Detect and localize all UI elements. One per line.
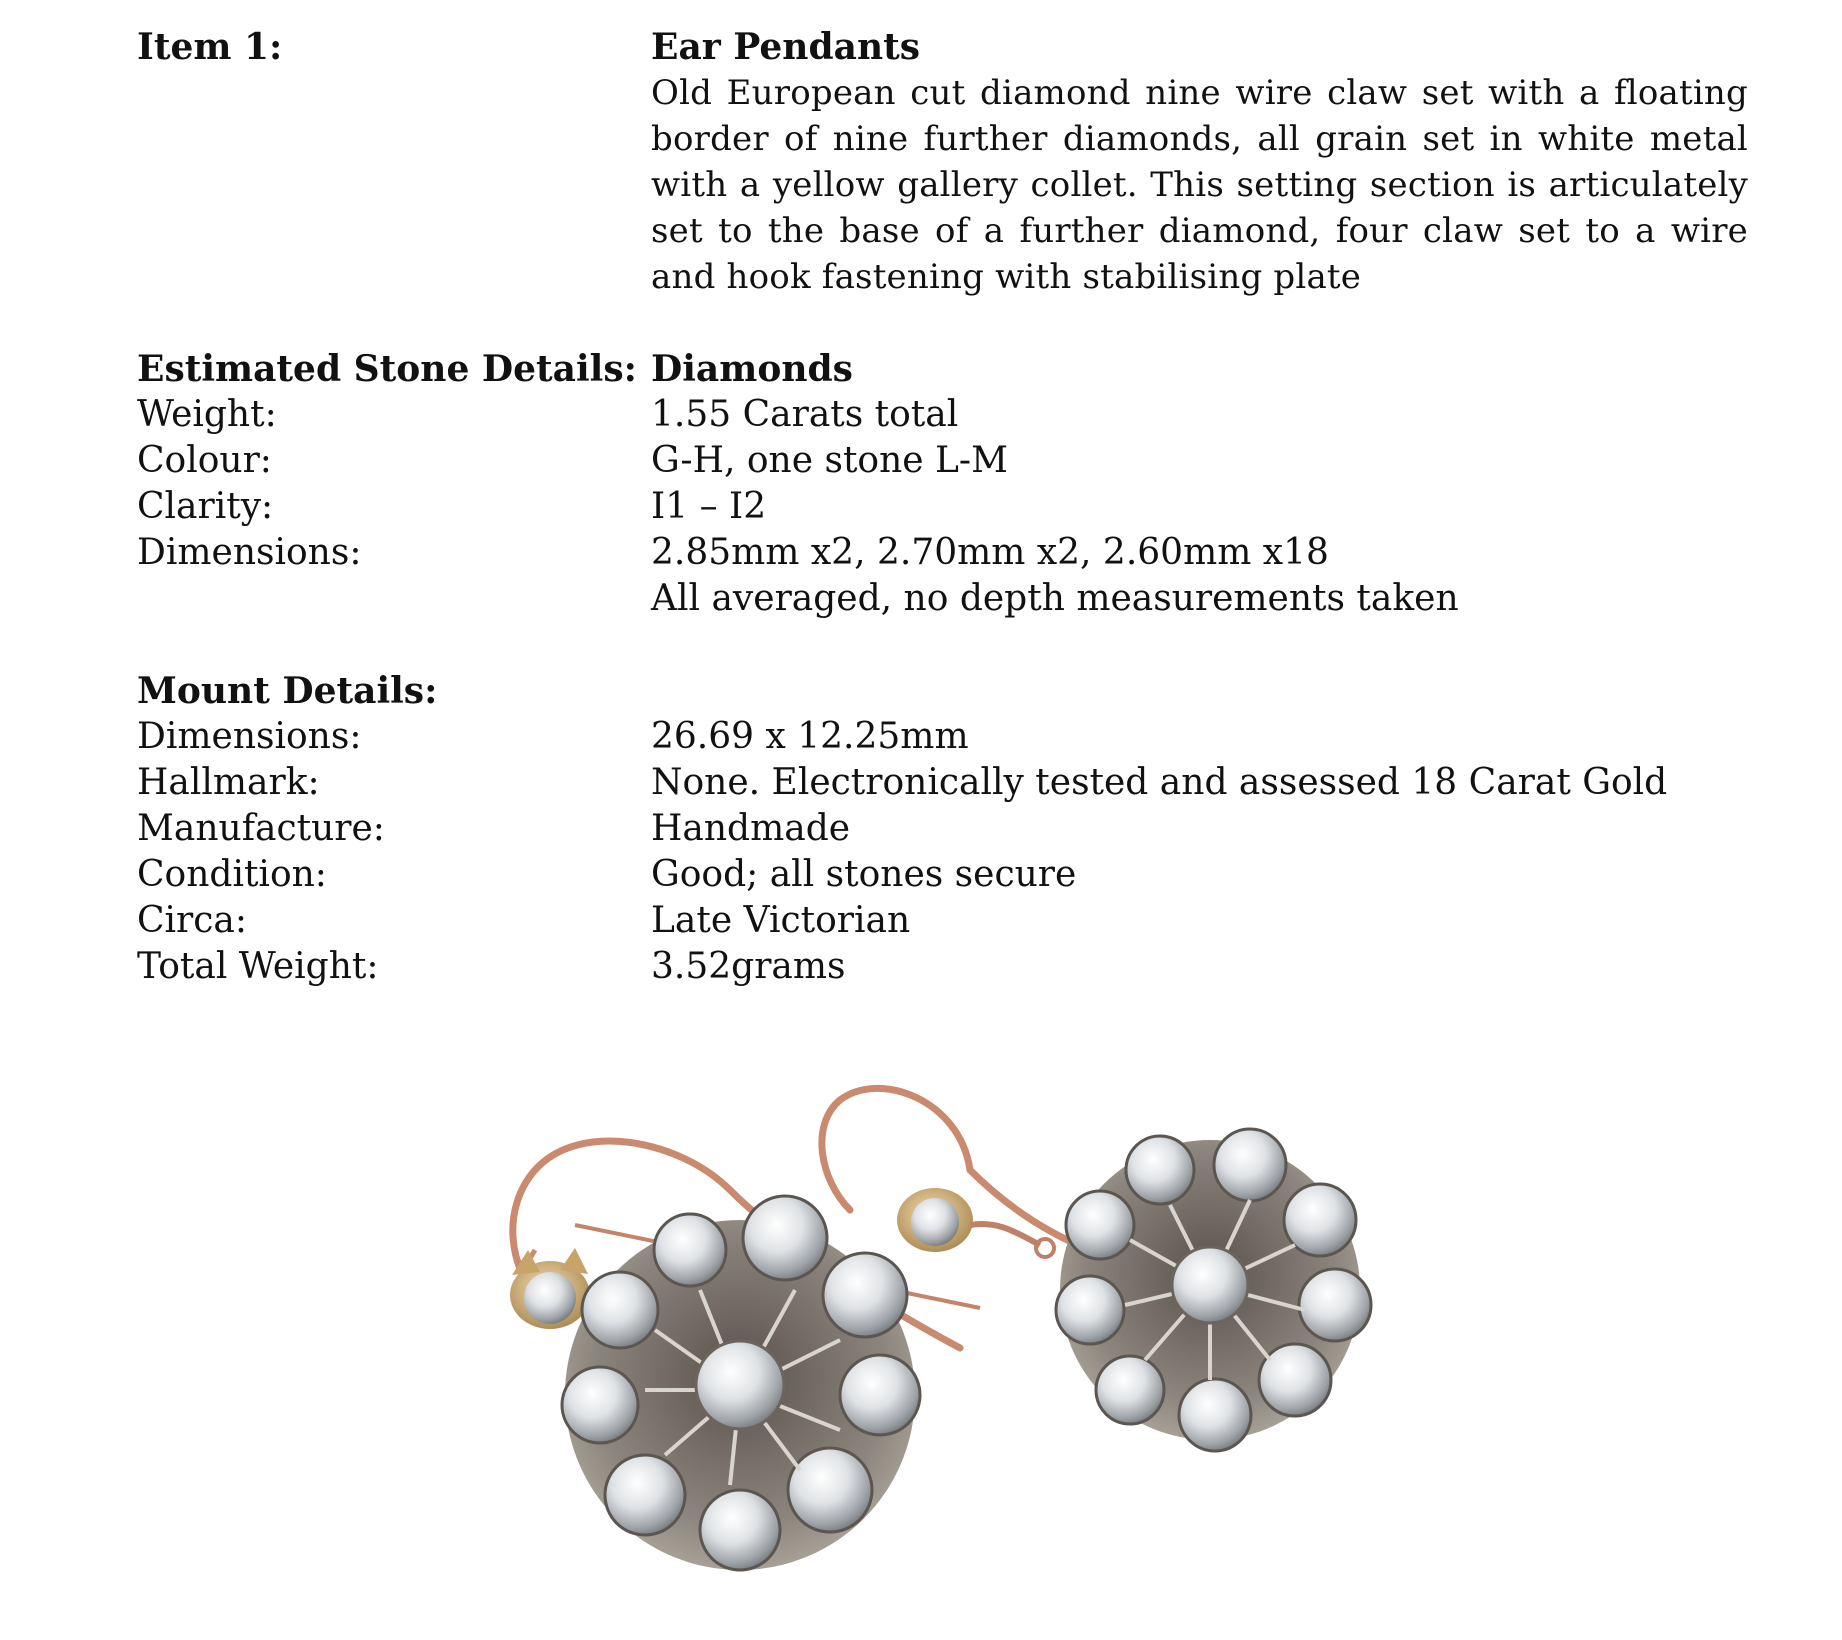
stone-note: All averaged, no depth measurements taken (651, 578, 1459, 619)
mount-hallmark-label: Hallmark: (137, 762, 320, 803)
mount-hallmark-value: None. Electronically tested and assessed 18 Carat Gold (651, 762, 1668, 803)
stone-heading: Estimated Stone Details: (137, 348, 637, 390)
earrings-photo (400, 1060, 1500, 1600)
mount-circa-label: Circa: (137, 900, 248, 941)
item-description: Old European cut diamond nine wire claw set with a floating border of nine further diamonds, all grain set in white metal with a yellow gallery collet. This setting section is articulately set to the base of a further diamond, four claw set to a wire and hook fastening with stabilising plate (651, 73, 1748, 297)
stone-dimensions-label: Dimensions: (137, 532, 362, 573)
mount-manufacture-label: Manufacture: (137, 808, 385, 849)
stone-type: Diamonds (651, 348, 853, 390)
mount-dimensions-value: 26.69 x 12.25mm (651, 716, 969, 757)
stone-colour-value: G-H, one stone L-M (651, 440, 1008, 481)
stone-weight-label: Weight: (137, 394, 277, 435)
mount-manufacture-value: Handmade (651, 808, 851, 849)
stone-weight-value: 1.55 Carats total (651, 394, 959, 435)
mount-heading: Mount Details: (137, 670, 438, 712)
stone-dimensions-value: 2.85mm x2, 2.70mm x2, 2.60mm x18 (651, 532, 1329, 573)
mount-dimensions-label: Dimensions: (137, 716, 362, 757)
stone-clarity-label: Clarity: (137, 486, 274, 527)
mount-condition-value: Good; all stones secure (651, 854, 1077, 895)
item-title: Ear Pendants (651, 26, 921, 68)
mount-total-weight-value: 3.52grams (651, 946, 846, 987)
mount-total-weight-label: Total Weight: (137, 946, 379, 987)
item-label: Item 1: (137, 26, 283, 68)
stone-clarity-value: I1 – I2 (651, 486, 767, 527)
mount-condition-label: Condition: (137, 854, 327, 895)
mount-circa-value: Late Victorian (651, 900, 911, 941)
stone-colour-label: Colour: (137, 440, 272, 481)
